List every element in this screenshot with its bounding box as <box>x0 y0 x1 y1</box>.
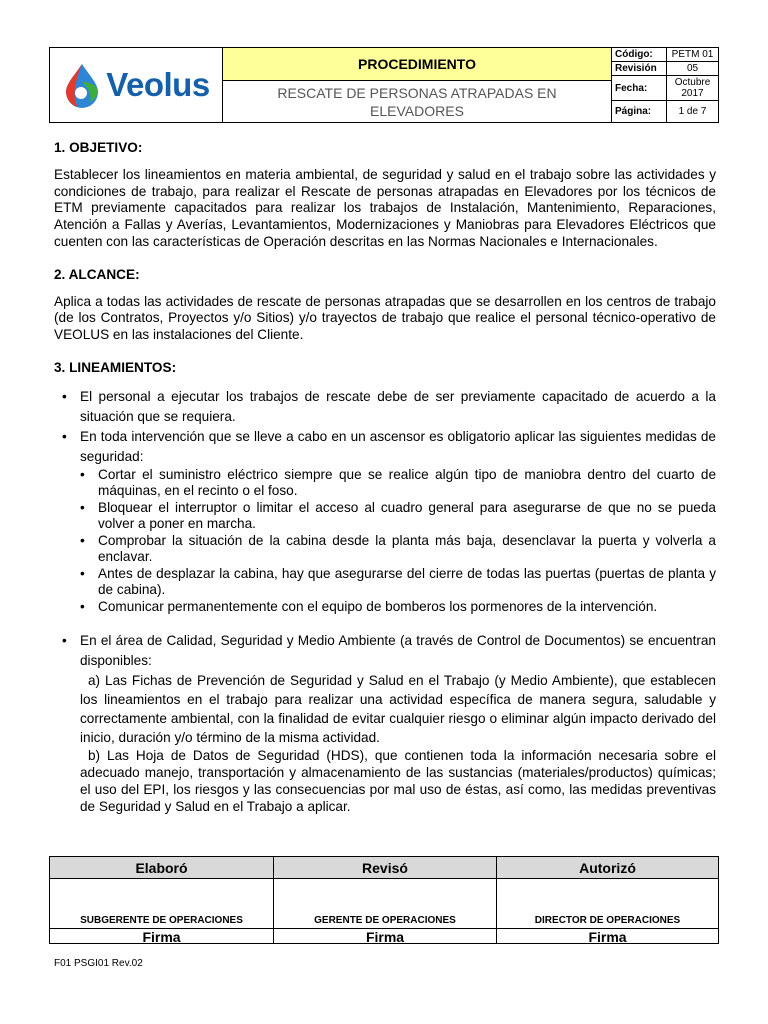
sig-role: SUBGERENTE DE OPERACIONES <box>50 879 274 929</box>
list-item-text: El personal a ejecutar los trabajos de rescate debe de ser previamente capacitado de acuerdo a la situación que se requiera. <box>80 388 716 424</box>
sig-firma: Firma <box>588 928 627 945</box>
sig-header-elaboro: Elaboró <box>50 857 274 879</box>
list-item-text: En el área de Calidad, Seguridad y Medio Ambiente (a través de Control de Documentos) se encuentran disponibles: <box>80 633 716 669</box>
list-item <box>54 427 716 616</box>
document-title: RESCATE DE PERSONAS ATRAPADAS EN ELEVADORES <box>277 84 557 119</box>
meta-value: Octubre 2017 <box>674 77 711 99</box>
meta-value: PETM 01 <box>671 49 714 60</box>
list-item <box>54 631 716 815</box>
sig-firma: Firma <box>50 929 274 944</box>
section-text-objetivo: Establecer los lineamientos en materia ambiental, de seguridad y salud en el trabajo sobre las actividades y condiciones de trabajo, para realizar el Rescate de personas atrapadas en Elevadores por los técnicos de ETM previamente capacitados para realizar los trabajos de Instalación, Mantenimiento, Reparaciones, Atención a Fallas y Averías, Levantamientos, Modernizaciones y Maniobras para Elevadores Eléctricos que cuenten con las características de Operación descritas en las Normas Nacionales e Internacionales. <box>54 166 716 249</box>
sub-list-item: • Comprobar la situación de la cabina desde la planta más baja, desenclavar la puerta y volverla a enclavar. <box>80 533 716 566</box>
sub-list-item: • Cortar el suministro eléctrico siempre que se realice algún tipo de maniobra dentro del cuarto de máquinas, en el recinto o el foso. <box>80 467 716 500</box>
meta-row-revision <box>612 62 718 76</box>
logo-wordmark: Veolus <box>106 66 210 103</box>
sub-list-item: • Bloquear el interruptor o limitar el acceso al cuadro general para asegurarse de que no se pueda volver a poner en marcha. <box>80 500 716 533</box>
meta-row-pagina <box>612 101 718 122</box>
meta-label: Código: <box>612 48 667 61</box>
list-item-text: En toda intervención que se lleve a cabo en un ascensor es obligatorio aplicar las siguientes medidas de seguridad: <box>80 428 716 464</box>
document-meta <box>612 48 718 122</box>
safety-measures-list <box>80 467 716 616</box>
sig-role: DIRECTOR DE OPERACIONES <box>497 879 718 929</box>
company-logo <box>50 48 223 122</box>
document-type: PROCEDIMIENTO <box>223 48 611 81</box>
paragraph-b: b) Las Hoja de Datos de Seguridad (HDS), que contienen toda la información necesaria sobre el adecuado manejo, transportación y almacenamiento de las sustancias (materiales/productos) químicas; el uso del EPI, los riesgos y las consecuencias por mal uso de éstas, así como, las medidas preventivas de Seguridad y Salud en el Trabajo a aplicar. <box>80 748 716 815</box>
meta-row-fecha <box>612 76 718 101</box>
lineamientos-list <box>54 387 716 816</box>
meta-label: Página: <box>612 101 667 122</box>
meta-row-codigo <box>612 48 718 62</box>
meta-value: 1 de 7 <box>678 106 707 117</box>
sub-list-item: • Antes de desplazar la cabina, hay que asegurarse del cierre de todas las puertas (puertas de planta y de cabina). <box>80 566 716 599</box>
meta-value: 05 <box>686 63 699 74</box>
sig-header-reviso: Revisó <box>274 857 497 879</box>
document-header <box>49 47 719 123</box>
document-body <box>54 140 716 815</box>
sig-header-autorizo: Autorizó <box>497 857 718 879</box>
meta-label: Fecha: <box>612 76 667 100</box>
paragraph-a: a) Las Fichas de Prevención de Seguridad y Salud en el Trabajo (y Medio Ambiente), que establecen los lineamientos en el trabajo para realizar una actividad específica de manera segura, saludable y correctamente ambiental, con la finalidad de evitar cualquier riesgo o eliminar algún impacto derivado del inicio, duración y/o término de la misma actividad. <box>80 673 716 746</box>
section-heading-lineamientos: 3. LINEAMIENTOS: <box>54 359 177 375</box>
list-item <box>54 387 716 427</box>
signature-table <box>49 856 719 944</box>
veolus-drop-icon <box>62 62 102 108</box>
section-heading-objetivo: 1. OBJETIVO: <box>54 140 143 155</box>
meta-label: Revisión <box>612 62 667 75</box>
sig-firma: Firma <box>274 929 497 944</box>
sub-list-item: • Comunicar permanentemente con el equipo de bomberos los pormenores de la intervención. <box>80 599 716 616</box>
form-code: F01 PSGI01 Rev.02 <box>54 958 143 969</box>
sig-role: GERENTE DE OPERACIONES <box>274 879 497 929</box>
section-heading-alcance: 2. ALCANCE: <box>54 266 140 282</box>
section-text-alcance: Aplica a todas las actividades de rescate de personas atrapadas que se desarrollen en los centros de trabajo (de los Contratos, Proyectos y/o Sitios) y/o trayectos de trabajo que realice el personal técnico-operativo de VEOLUS en las instalaciones del Cliente. <box>54 293 716 343</box>
